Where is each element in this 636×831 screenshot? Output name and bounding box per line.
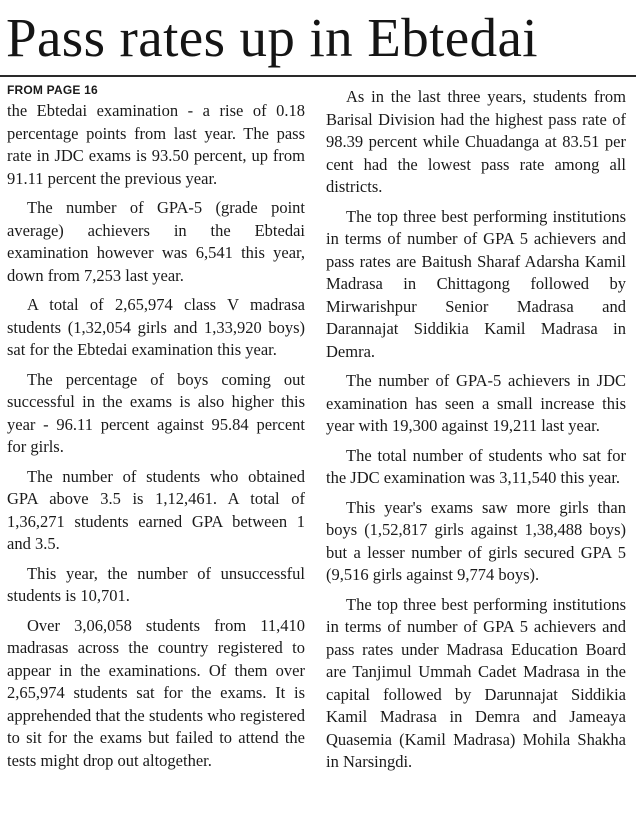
- paragraph: The percentage of boys coming out successful in the exams is also higher this year - 96.11 percent against 95.84 percent for girls.: [7, 369, 305, 456]
- paragraph: This year, the number of unsuccessful students is 10,701.: [7, 563, 305, 605]
- paragraph: The top three best performing institutions in terms of number of GPA 5 achievers and pass rates under Madrasa Education Board are Tanjimul Ummah Cadet Madrasa in the capital followed by Darunnajat Siddikia Kamil Madrasa in Demra and Jameaya Quasemia (Kamil Madrasa) Mohila Shakha in Narsingdi.: [326, 594, 626, 771]
- paragraph: A total of 2,65,974 class V madrasa students (1,32,054 girls and 1,33,920 boys) sat for the Ebtedai examination this year.: [7, 295, 305, 359]
- continuation-label: FROM PAGE 16: [7, 83, 98, 97]
- paragraph: As in the last three years, students from Barisal Division had the highest pass rate of 98.39 percent while Chuadanga at 83.51 per cent had the lowest pass rate among all districts.: [326, 87, 626, 196]
- headline-rule: [0, 75, 636, 77]
- paragraph: The number of GPA-5 achievers in JDC examination has seen a small increase this year with 19,300 against 19,211 last year.: [326, 371, 626, 435]
- paragraph: The top three best performing institutions in terms of number of GPA 5 achievers and pass rates are Baitush Sharaf Adarsha Kamil Madrasa in Chittagong followed by Mirwarishpur Senior Madrasa and Darannajat Siddikia Kamil Madrasa in Demra.: [326, 206, 626, 361]
- article-headline: Pass rates up in Ebtedai: [6, 7, 538, 68]
- paragraph: Over 3,06,058 students from 11,410 madrasas across the country registered to appear in the examinations. Of them over 2,65,974 students sat for the exams. It is apprehended that the students who registered to sit for the exams but failed to attend the tests might drop out altogether.: [7, 615, 305, 770]
- article-column-right: [326, 86, 626, 781]
- paragraph: The number of GPA-5 (grade point average) achievers in the Ebtedai examination however was 6,541 this year, down from 7,253 last year.: [7, 198, 305, 285]
- paragraph: The number of students who obtained GPA above 3.5 is 1,12,461. A total of 1,36,271 students earned GPA between 1 and 3.5.: [7, 466, 305, 553]
- article-column-left: [7, 82, 305, 779]
- paragraph: the Ebtedai examination - a rise of 0.18 percentage points from last year. The pass rate in JDC exams is 93.50 percent, up from 91.11 percent the previous year.: [7, 101, 305, 188]
- paragraph: The total number of students who sat for the JDC examination was 3,11,540 this year.: [326, 445, 626, 487]
- paragraph: This year's exams saw more girls than boys (1,52,817 girls against 1,38,488 boys) but a lesser number of girls secured GPA 5 (9,516 girls against 9,774 boys).: [326, 497, 626, 584]
